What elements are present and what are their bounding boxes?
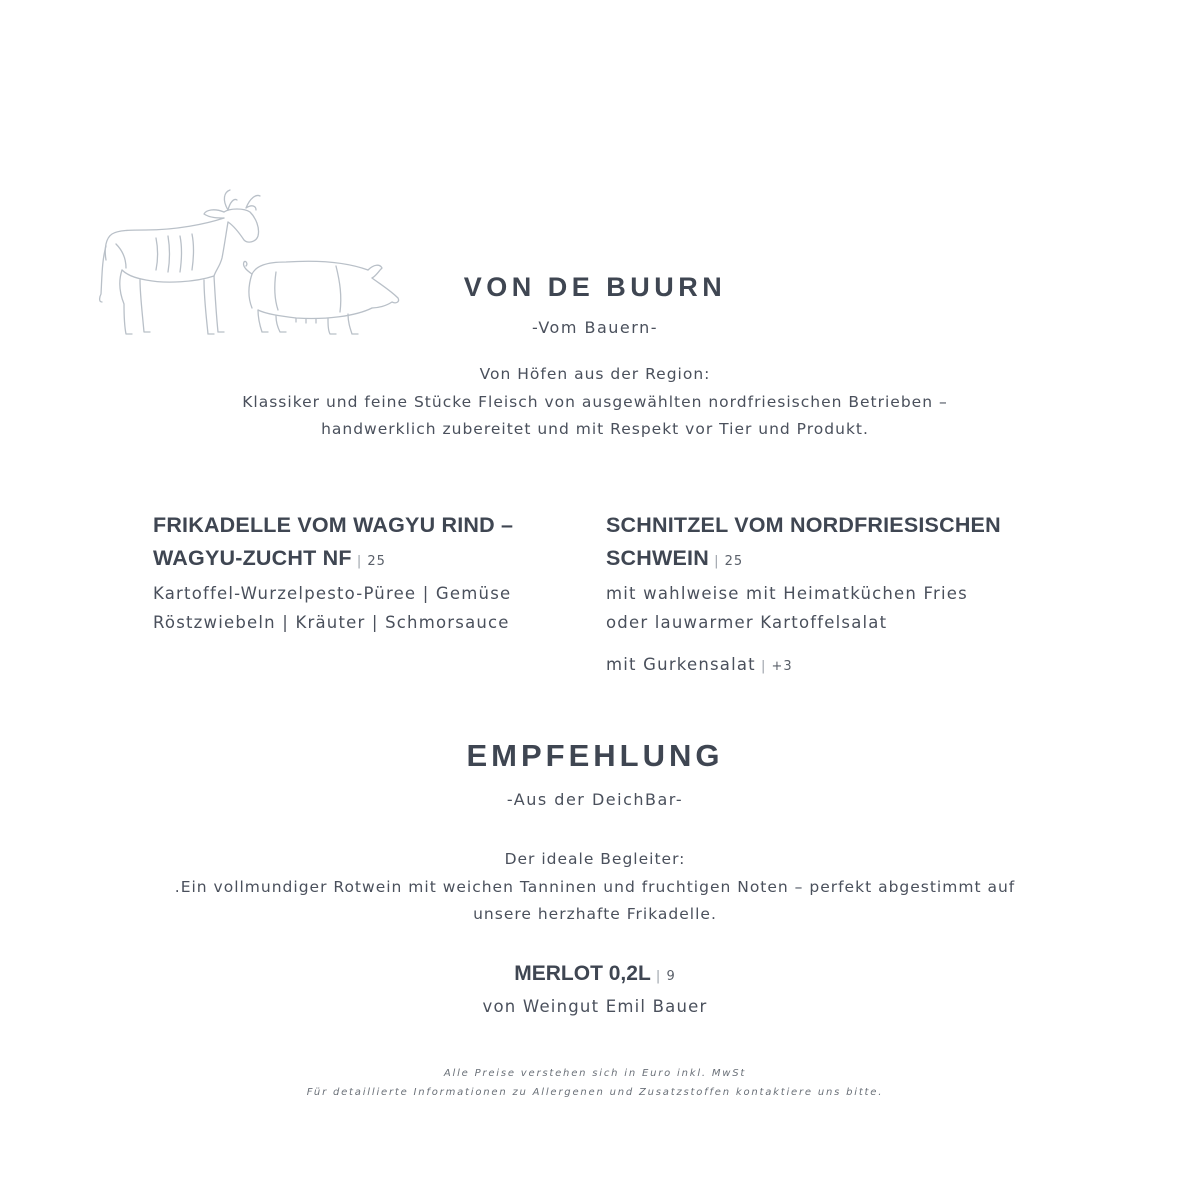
intro-line: Von Höfen aus der Region: xyxy=(479,365,711,383)
cow-icon xyxy=(100,190,260,334)
menu-item-schnitzel xyxy=(606,509,1066,682)
intro-line: unsere herzhafte Frikadelle. xyxy=(473,905,717,923)
section-title: EMPFEHLUNG xyxy=(466,738,724,773)
dish-name: SCHNITZEL VOM NORDFRIESISCHEN SCHWEIN | 25 xyxy=(606,513,1001,570)
intro-line: Klassiker und feine Stücke Fleisch von ausgewählten nordfriesischen Betrieben – xyxy=(242,392,948,411)
menu-item-frikadelle xyxy=(153,509,573,637)
dish-price: | 25 xyxy=(356,554,386,569)
section-intro xyxy=(0,846,1190,929)
intro-line: .Ein vollmundiger Rotwein mit weichen Tanninen und fruchtigen Noten – perfekt abgestimmt auf xyxy=(174,877,1016,896)
footer-note: Alle Preise verstehen sich in Euro inkl. MwSt Für detaillierte Informationen zu Allergenen und Zusatzstoffen kontaktiere uns bitte. xyxy=(306,1068,884,1098)
dish-price: | 25 xyxy=(714,554,744,569)
intro-line: handwerklich zubereitet und mit Respekt vor Tier und Produkt. xyxy=(321,420,869,438)
section-subtitle: -Vom Bauern- xyxy=(532,318,658,337)
intro-line: Der ideale Begleiter: xyxy=(504,850,686,868)
wine-item xyxy=(0,962,1190,986)
extra-price: | +3 xyxy=(761,659,793,674)
dish-extra: mit Gurkensalat | +3 xyxy=(606,655,793,674)
dish-description: Kartoffel-Wurzelpesto-Püree | Gemüse Röstzwiebeln | Kräuter | Schmorsauce xyxy=(153,584,512,632)
dish-name: FRIKADELLE VOM WAGYU RIND – WAGYU-ZUCHT NF | 25 xyxy=(153,513,514,570)
wine-description: von Weingut Emil Bauer xyxy=(482,997,708,1016)
section-subtitle: -Aus der DeichBar- xyxy=(506,790,684,809)
section-title: VON DE BUURN xyxy=(463,272,727,302)
dish-description: mit wahlweise mit Heimatküchen Fries oder lauwarmer Kartoffelsalat xyxy=(606,584,968,632)
wine-price: | 9 xyxy=(655,969,676,984)
wine-name: MERLOT 0,2L xyxy=(514,962,651,985)
section-intro xyxy=(0,361,1190,444)
